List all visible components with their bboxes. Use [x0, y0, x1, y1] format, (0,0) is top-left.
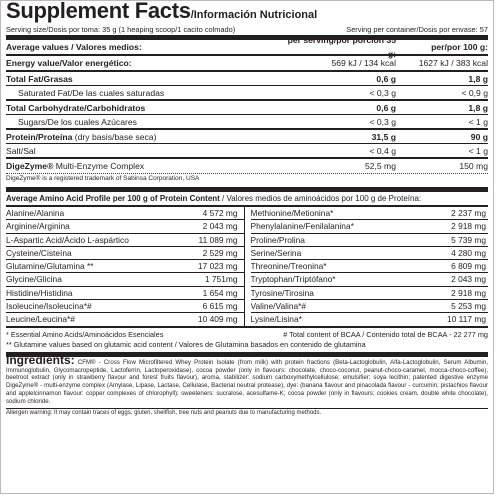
- trademark-note: DigeZyme® is a registered trademark of Sabinsa Corporation, USA: [6, 175, 200, 182]
- amino-acid-value: 11 089 mg: [198, 234, 238, 245]
- header-label: Average values / Valores medios:: [6, 42, 142, 52]
- nutrient-per-serving: 31,5 g: [371, 131, 396, 142]
- nutrient-label: Total Fat/Grasas: [6, 73, 73, 84]
- amino-acid-value: 2 529 mg: [202, 247, 238, 258]
- amino-acid-value: 2 043 mg: [202, 221, 238, 232]
- nutrient-per-100g: 90 g: [470, 131, 488, 142]
- nutrient-row-fat: [6, 72, 488, 85]
- amino-acid-name: Alanine/Alanina: [6, 208, 65, 218]
- nutrient-per-100g: 1,8 g: [468, 73, 488, 84]
- title-main: Supplement Facts: [6, 0, 191, 23]
- header-per-serving: per serving/por porción 35 g:: [287, 35, 396, 59]
- amino-acid-table: [6, 207, 488, 326]
- header-per-100g: per/por 100 g:: [431, 42, 488, 52]
- allergen-warning: Allergen warning: It may contain traces of eggs, gluten, shellfish, tree nuts and peanuts due to manufacturing methods.: [6, 410, 322, 417]
- amino-acid-name: Isoleucine/Isoleucina*#: [6, 301, 92, 312]
- nutrient-label-bold: Protein/Proteína: [6, 131, 73, 142]
- ingredients-heading: Ingredients:: [6, 352, 75, 367]
- amino-acid-value: 17 023 mg: [197, 261, 238, 272]
- nutrient-label: Total Carbohydrate/Carbohidratos: [6, 102, 146, 113]
- nutrient-per-serving: 52,5 mg: [364, 161, 396, 171]
- nutrient-label: Salt/Sal: [6, 145, 36, 156]
- amino-acid-name: Glutamine/Glutamina **: [6, 261, 94, 272]
- amino-acid-value: 6 809 mg: [451, 261, 486, 272]
- amino-acid-name: Cysteine/Cisteína: [6, 247, 72, 258]
- nutrient-per-100g: 150 mg: [459, 161, 488, 171]
- nutrient-row-energy: [6, 56, 488, 70]
- serving-size: Serving size/Dosis por toma: 35 g (1 heaping scoop/1 cacito colmado): [6, 25, 236, 34]
- nutrient-per-100g: 1627 kJ / 383 kcal: [418, 58, 488, 68]
- amino-acid-name: Arginine/Arginina: [6, 221, 70, 232]
- amino-heading-rest: / Valores medios de aminoácidos por 100 g de Proteína:: [219, 194, 422, 203]
- nutrient-row-carbohydrate: [6, 101, 488, 114]
- nutrient-label: Saturated Fat/De las cuales saturadas: [18, 87, 165, 98]
- amino-acid-name: Phenylalanine/Fenilalanina*: [250, 221, 354, 232]
- amino-acid-value: 4 572 mg: [202, 208, 238, 218]
- ingredients-text: CFM® - Cross Flow Microfiltered Whey Protein Isolate (from milk) with protein fractions (Beta-Lactoglobulin, Alfa-Lactoglobulin, Serum Albumin, Immunoglobulin, Glycomacropeptide, Lactoferrin, Lactoperoxidase), cocoa powder (only in flavours: chocolate, choco-coconut, peanut-choco-caramel, mocca-choco-coffee), beetroot extract (only in strawberry flavour and forest fruits flavour), aroma, stabilizer: sodium carboxymethylcellulose; emulsifier: soya lecithin; patented digestive enzyme DigeZyme® - multi-enzyme complex (Amylase, Lipase, Lactase, Cellulase, Bacterial neutral protease), dye: (banana flavour and pinacolada flavour - curcumin; pistachios flavour and applelcinnamon flavour: copper complexes of chlorophyll); sweeteners: sucralose, acesulfame-K; cocoa powder (only in flavours: cookies cream, double white chocolate), sodium chloride.: [6, 358, 488, 406]
- amino-acid-name: Glycine/Glicina: [6, 274, 62, 285]
- amino-acid-row: [6, 273, 244, 286]
- amino-acid-column-left: [6, 207, 245, 326]
- amino-acid-name: Tyrosine/Tirosina: [250, 287, 314, 298]
- amino-acid-row: [251, 220, 489, 233]
- amino-acid-name: Valine/Valina*#: [250, 301, 307, 312]
- amino-acid-row: [251, 287, 489, 300]
- amino-acid-row: [6, 260, 244, 273]
- nutrient-per-100g: < 1 g: [468, 116, 488, 127]
- amino-acid-name: Histidine/Histidina: [6, 287, 73, 298]
- amino-notes: [6, 330, 488, 350]
- nutrient-per-serving: < 0,4 g: [369, 145, 396, 156]
- nutrient-label-rest: (dry basis/base seca): [72, 131, 157, 142]
- amino-acid-row: [6, 313, 244, 325]
- amino-acid-value: 2 237 mg: [451, 208, 486, 218]
- nutrient-per-serving: 0,6 g: [376, 73, 396, 84]
- nutrient-label-bold: DigeZyme®: [6, 161, 54, 171]
- amino-acid-value: 10 409 mg: [197, 314, 238, 325]
- nutrient-row-sugars: [6, 115, 488, 128]
- nutrient-per-serving: 569 kJ / 134 kcal: [331, 58, 396, 68]
- amino-acid-value: 5 253 mg: [451, 301, 486, 312]
- serving-info: [6, 25, 488, 35]
- amino-acid-value: 2 918 mg: [451, 287, 486, 298]
- amino-acid-row: [251, 247, 489, 260]
- amino-acid-name: Threonine/Treonina*: [250, 261, 327, 272]
- nutrient-per-100g: 1,8 g: [468, 102, 488, 113]
- amino-acid-heading: [6, 192, 488, 205]
- nutrient-row-saturated-fat: [6, 86, 488, 99]
- note-glutamine: ** Glutamine values based on glutamic acid content / Valores de Glutamina basados en contenido de glutamina: [6, 339, 366, 349]
- amino-acid-row: [251, 260, 489, 273]
- amino-acid-value: 10 117 mg: [447, 314, 486, 325]
- amino-acid-name: Tryptophan/Triptófano*: [250, 274, 336, 285]
- amino-acid-name: L-Aspartic Acid/Ácido L-aspártico: [6, 234, 129, 245]
- amino-acid-row: [6, 234, 244, 247]
- amino-acid-row: [6, 247, 244, 260]
- note-bcaa: # Total content of BCAA / Contenido total de BCAA - 22 277 mg: [283, 329, 488, 339]
- nutrient-row-protein: [6, 130, 488, 143]
- amino-heading-bold: Average Amino Acid Profile per 100 g of Protein Content: [6, 194, 220, 203]
- amino-acid-row: [6, 207, 244, 220]
- panel-title: [6, 1, 488, 25]
- nutrient-per-serving: < 0,3 g: [369, 87, 396, 98]
- nutrient-label-rest: Multi-Enzyme Complex: [53, 161, 145, 171]
- amino-acid-value: 4 280 mg: [451, 247, 486, 258]
- amino-acid-value: 6 615 mg: [202, 301, 238, 312]
- nutrition-header-row: [6, 35, 488, 59]
- amino-acid-value: 1 751mg: [204, 274, 238, 285]
- amino-acid-column-right: [251, 207, 489, 326]
- amino-acid-name: Lysine/Lisina*: [250, 314, 302, 325]
- amino-acid-value: 1 654 mg: [202, 287, 238, 298]
- amino-acid-row: [251, 207, 489, 220]
- amino-acid-row: [6, 220, 244, 233]
- amino-acid-value: 5 739 mg: [451, 234, 486, 245]
- amino-acid-row: [251, 300, 489, 313]
- amino-acid-value: 2 918 mg: [451, 221, 486, 232]
- nutrient-row-digezyme: [6, 159, 488, 173]
- amino-acid-name: Serine/Serina: [250, 247, 302, 258]
- nutrient-label: Energy value/Valor energético:: [6, 58, 132, 68]
- amino-acid-row: [251, 273, 489, 286]
- nutrient-row-salt: [6, 144, 488, 157]
- note-essential: * Essential Amino Acids/Aminoácidos Esenciales: [6, 329, 164, 339]
- nutrient-per-serving: 0,6 g: [376, 102, 396, 113]
- nutrient-per-100g: < 1 g: [468, 145, 488, 156]
- amino-acid-name: Proline/Prolina: [250, 234, 305, 245]
- amino-acid-name: Methionine/Metionina*: [250, 208, 334, 218]
- nutrient-label: Sugars/De los cuales Azúcares: [18, 116, 137, 127]
- amino-acid-row: [251, 313, 489, 325]
- amino-acid-value: 2 043 mg: [451, 274, 486, 285]
- divider: [6, 326, 488, 328]
- amino-acid-row: [6, 300, 244, 313]
- servings-per-container: Serving per container/Dosis por envase: 57: [346, 25, 488, 34]
- ingredients-block: [6, 352, 488, 406]
- amino-acid-row: [6, 287, 244, 300]
- nutrient-per-100g: < 0,9 g: [461, 87, 488, 98]
- title-sub: /Información Nutricional: [190, 9, 318, 21]
- nutrient-per-serving: < 0,3 g: [369, 116, 396, 127]
- amino-acid-row: [251, 234, 489, 247]
- amino-acid-name: Leucine/Leucina*#: [6, 314, 75, 325]
